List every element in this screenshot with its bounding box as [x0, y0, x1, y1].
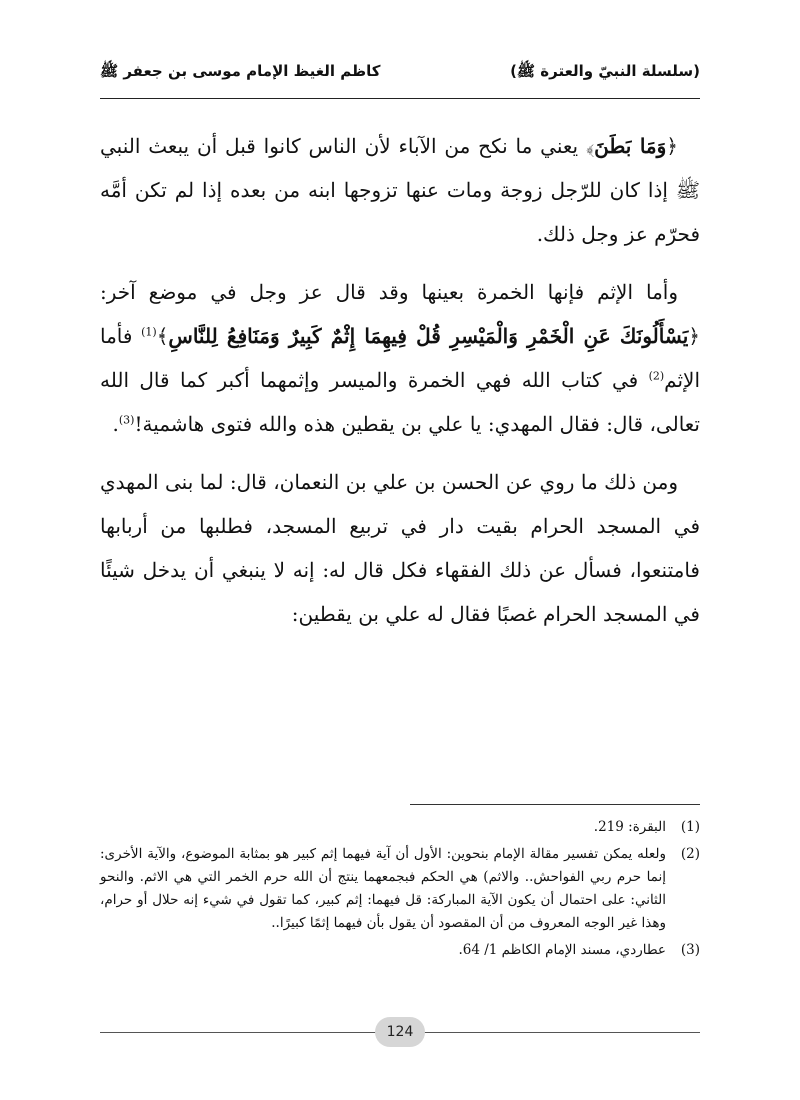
book-title: كاظم الغيظ الإمام موسى بن جعفر ﷺ	[100, 62, 381, 80]
paragraph-2	[100, 270, 700, 446]
paragraph-text: .	[112, 412, 119, 436]
main-text	[100, 124, 700, 650]
paragraph-1	[100, 124, 700, 256]
footnote-item	[100, 939, 700, 962]
footnote-text: عطاردي، مسند الإمام الكاظم 1/ 64.	[458, 942, 666, 958]
footnote-ref-1[interactable]: (1)	[141, 325, 157, 339]
paragraph-text: يعني ما نكح من الآباء لأن الناس كانوا قبل أن يبعث النبي ﷺ إذا كان للرّجل زوجة ومات عنها تزوجها ابنه من بعده إذا لم تكن أمَّه فحرّم عز وجل ذلك.	[100, 134, 700, 246]
running-header	[100, 58, 700, 88]
paragraph-text: فأما الإثم	[100, 324, 700, 392]
footnote-item	[100, 843, 700, 935]
quran-open-bracket: ﴿	[666, 134, 678, 158]
page-number: 124	[375, 1017, 425, 1047]
quran-quote: يَسْأَلُونَكَ عَنِ الْخَمْرِ وَالْمَيْسِرِ قُلْ فِيهِمَا إِثْمٌ كَبِيرٌ وَمَنَافِعُ لِلنَّاسِ	[168, 324, 689, 348]
paragraph-3	[100, 460, 700, 636]
quran-quote: وَمَا بَطَنَ	[594, 134, 667, 158]
footnote-number: (1)	[680, 819, 700, 835]
footnote-number: (2)	[680, 846, 700, 862]
footnote-number: (3)	[680, 942, 700, 958]
paragraph-text: ومن ذلك ما روي عن الحسن بن علي بن النعمان، قال: لما بنى المهدي في المسجد الحرام بقيت دار في تربيع المسجد، فطلبها من أربابها فامتنعوا، فسأل عن ذلك الفقهاء فكل قال له: إنه لا ينبغي أن يدخل شيئًا في المسجد الحرام غصبًا فقال له علي بن يقطين:	[100, 470, 700, 626]
paragraph-text: وأما الإثم فإنها الخمرة بعينها وقد قال عز وجل في موضع آخر:	[100, 280, 678, 304]
footnote-text: ولعله يمكن تفسير مقالة الإمام بنحوين: الأول أن آية فيهما إثم كبير هو بمثابة الموضوع، والآية الأخرى: إنما حرم ربي الفواحش.. والاثم) هي الحكم فبجمعهما ينتج أن الله حرم الخمر التي هي الاثم. والنحو الثاني: على احتمال أن يكون الآية المباركة: قل فيهما: إثم كبير، كما تقول في شيء إنه حلال أو حرام، وهذا غير الوجه المعروف من أن المقصود أن يقول بأن فيهما إثمًا كبيرًا..	[100, 846, 666, 931]
footnotes	[100, 816, 700, 966]
series-title: (سلسلة النبيّ والعترة ﷺ)	[510, 62, 700, 80]
footnote-text: البقرة: 219.	[593, 819, 666, 835]
page-footer	[100, 1017, 700, 1047]
footnote-divider	[410, 804, 700, 805]
quran-open-bracket: ﴿	[688, 324, 700, 348]
footnote-ref-2[interactable]: (2)	[648, 369, 665, 383]
paragraph-text: في كتاب الله فهي الخمرة والميسر وإثمهما أكبر كما قال الله تعالى، قال: فقال المهدي: يا علي بن يقطين هذه والله فتوى هاشمية!	[100, 368, 700, 436]
header-divider	[100, 98, 700, 99]
footnote-ref-3[interactable]: (3)	[118, 413, 135, 427]
quran-close-bracket: ﴾	[156, 324, 169, 348]
quran-close-bracket: ﴾	[585, 134, 595, 158]
footnote-item	[100, 816, 700, 839]
